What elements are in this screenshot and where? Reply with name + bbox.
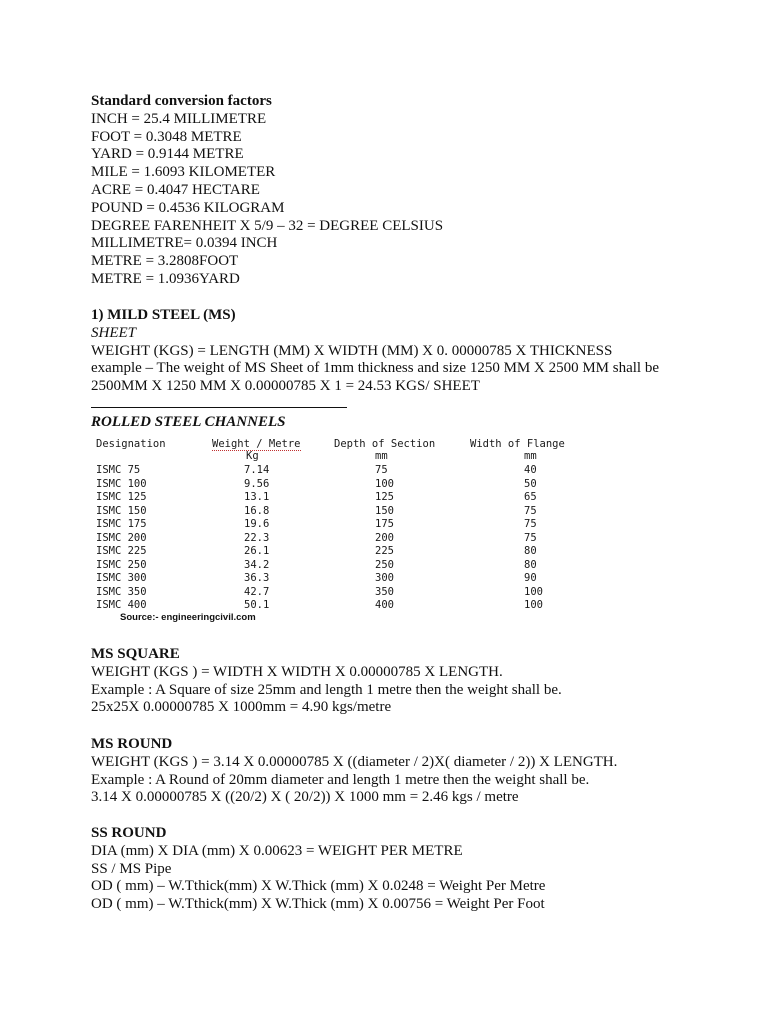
cell-weight: 7.14 <box>244 464 270 476</box>
cell-width: 75 <box>524 504 537 517</box>
cell-depth: 300 <box>375 572 394 584</box>
unit-weight: Kg <box>246 450 259 462</box>
cell-width: 80 <box>524 558 537 571</box>
conversion-section <box>91 93 443 289</box>
ms-square-example-calc: 25x25X 0.00000785 X 1000mm = 4.90 kgs/metre <box>91 699 392 716</box>
cell-weight: 9.56 <box>244 477 270 490</box>
ms-round-example-calc: 3.14 X 0.00000785 X ((20/2) X ( 20/2)) X 1000 mm = 2.46 kgs / metre <box>91 789 519 806</box>
horizontal-rule <box>91 407 347 408</box>
pipe-subheading: SS / MS Pipe <box>91 860 172 877</box>
cell-width: 90 <box>524 572 537 584</box>
cell-designation: ISMC 300 <box>96 572 147 584</box>
channels-table <box>92 436 592 626</box>
conversion-line: FOOT = 0.3048 METRE <box>91 128 242 145</box>
unit-width: mm <box>524 450 537 462</box>
pipe-formula-foot: OD ( mm) – W.Tthick(mm) X W.Thick (mm) X 0.00756 = Weight Per Foot <box>91 896 545 913</box>
cell-width: 75 <box>524 531 537 544</box>
ms-square-heading: MS SQUARE <box>91 646 180 662</box>
cell-depth: 350 <box>375 585 394 598</box>
cell-weight: 50.1 <box>244 599 270 611</box>
cell-designation: ISMC 225 <box>96 545 147 557</box>
cell-depth: 200 <box>375 531 394 544</box>
cell-depth: 400 <box>375 599 394 611</box>
cell-width: 80 <box>524 545 537 557</box>
ms-square-section <box>91 646 562 717</box>
cell-weight: 26.1 <box>244 545 270 557</box>
conversion-line: INCH = 25.4 MILLIMETRE <box>91 110 267 127</box>
conversion-line: YARD = 0.9144 METRE <box>91 146 244 163</box>
cell-designation: ISMC 75 <box>96 464 141 476</box>
cell-designation: ISMC 125 <box>96 491 147 503</box>
ss-round-section <box>91 825 545 914</box>
cell-designation: ISMC 175 <box>96 518 147 530</box>
cell-depth: 175 <box>375 518 394 530</box>
conversion-line: METRE = 3.2808FOOT <box>91 253 239 270</box>
sheet-formula: WEIGHT (KGS) = LENGTH (MM) X WIDTH (MM) X 0. 00000785 X THICKNESS <box>91 342 613 359</box>
conversion-line: POUND = 0.4536 KILOGRAM <box>91 199 285 216</box>
conversion-line: ACRE = 0.4047 HECTARE <box>91 181 260 198</box>
conversion-line: MILE = 1.6093 KILOMETER <box>91 164 276 181</box>
ms-square-example: Example : A Square of size 25mm and length 1 metre then the weight shall be. <box>91 681 562 698</box>
col-header-designation: Designation <box>96 438 166 450</box>
cell-designation: ISMC 350 <box>96 585 147 598</box>
cell-weight: 42.7 <box>244 585 270 598</box>
ms-round-heading: MS ROUND <box>91 736 173 752</box>
cell-width: 50 <box>524 477 537 490</box>
ss-round-formula: DIA (mm) X DIA (mm) X 0.00623 = WEIGHT PER METRE <box>91 842 463 859</box>
cell-depth: 125 <box>375 491 394 503</box>
ms-square-formula: WEIGHT (KGS ) = WIDTH X WIDTH X 0.00000785 X LENGTH. <box>91 663 503 680</box>
cell-depth: 150 <box>375 504 394 517</box>
cell-designation: ISMC 400 <box>96 599 147 611</box>
ms-round-formula: WEIGHT (KGS ) = 3.14 X 0.00000785 X ((diameter / 2)X( diameter / 2)) X LENGTH. <box>91 753 618 770</box>
cell-depth: 75 <box>375 464 388 476</box>
cell-width: 40 <box>524 464 537 476</box>
channels-heading-block <box>91 414 285 432</box>
col-header-weight-text: Weight / Metre <box>212 438 301 450</box>
cell-depth: 250 <box>375 558 394 571</box>
col-header-depth: Depth of Section <box>334 438 436 450</box>
cell-designation: ISMC 250 <box>96 558 147 571</box>
cell-width: 100 <box>524 585 543 598</box>
cell-width: 65 <box>524 491 537 503</box>
cell-width: 100 <box>524 599 543 611</box>
cell-weight: 19.6 <box>244 518 270 530</box>
channels-heading: ROLLED STEEL CHANNELS <box>91 414 286 430</box>
cell-depth: 225 <box>375 545 394 557</box>
pipe-formula-metre: OD ( mm) – W.Tthick(mm) X W.Thick (mm) X 0.0248 = Weight Per Metre <box>91 878 546 895</box>
ms-round-example: Example : A Round of 20mm diameter and length 1 metre then the weight shall be. <box>91 771 590 788</box>
col-header-width: Width of Flange <box>470 438 565 450</box>
conversion-line: MILLIMETRE= 0.0394 INCH <box>91 235 278 252</box>
sheet-subheading: SHEET <box>91 324 136 341</box>
mild-steel-heading: 1) MILD STEEL (MS) <box>91 307 236 323</box>
cell-depth: 100 <box>375 477 394 490</box>
cell-weight: 22.3 <box>244 531 270 544</box>
cell-weight: 16.8 <box>244 504 270 517</box>
cell-designation: ISMC 100 <box>96 477 147 490</box>
table-source-note: Source:- engineeringcivil.com <box>120 612 256 623</box>
cell-weight: 36.3 <box>244 572 270 584</box>
cell-designation: ISMC 150 <box>96 504 147 517</box>
conversion-line: METRE = 1.0936YARD <box>91 270 240 287</box>
conversion-line: DEGREE FARENHEIT X 5/9 – 32 = DEGREE CELSIUS <box>91 217 444 234</box>
cell-width: 75 <box>524 518 537 530</box>
cell-weight: 34.2 <box>244 558 270 571</box>
conversion-title: Standard conversion factors <box>91 93 272 109</box>
sheet-example: example – The weight of MS Sheet of 1mm thickness and size 1250 MM X 2500 MM shall be <box>91 360 659 377</box>
sheet-example-calc: 2500MM X 1250 MM X 0.00000785 X 1 = 24.53 KGS/ SHEET <box>91 378 480 395</box>
unit-depth: mm <box>375 450 388 462</box>
ms-round-section <box>91 736 617 807</box>
cell-designation: ISMC 200 <box>96 531 147 544</box>
cell-weight: 13.1 <box>244 491 270 503</box>
ss-round-heading: SS ROUND <box>91 825 167 841</box>
mild-steel-section <box>91 307 659 396</box>
